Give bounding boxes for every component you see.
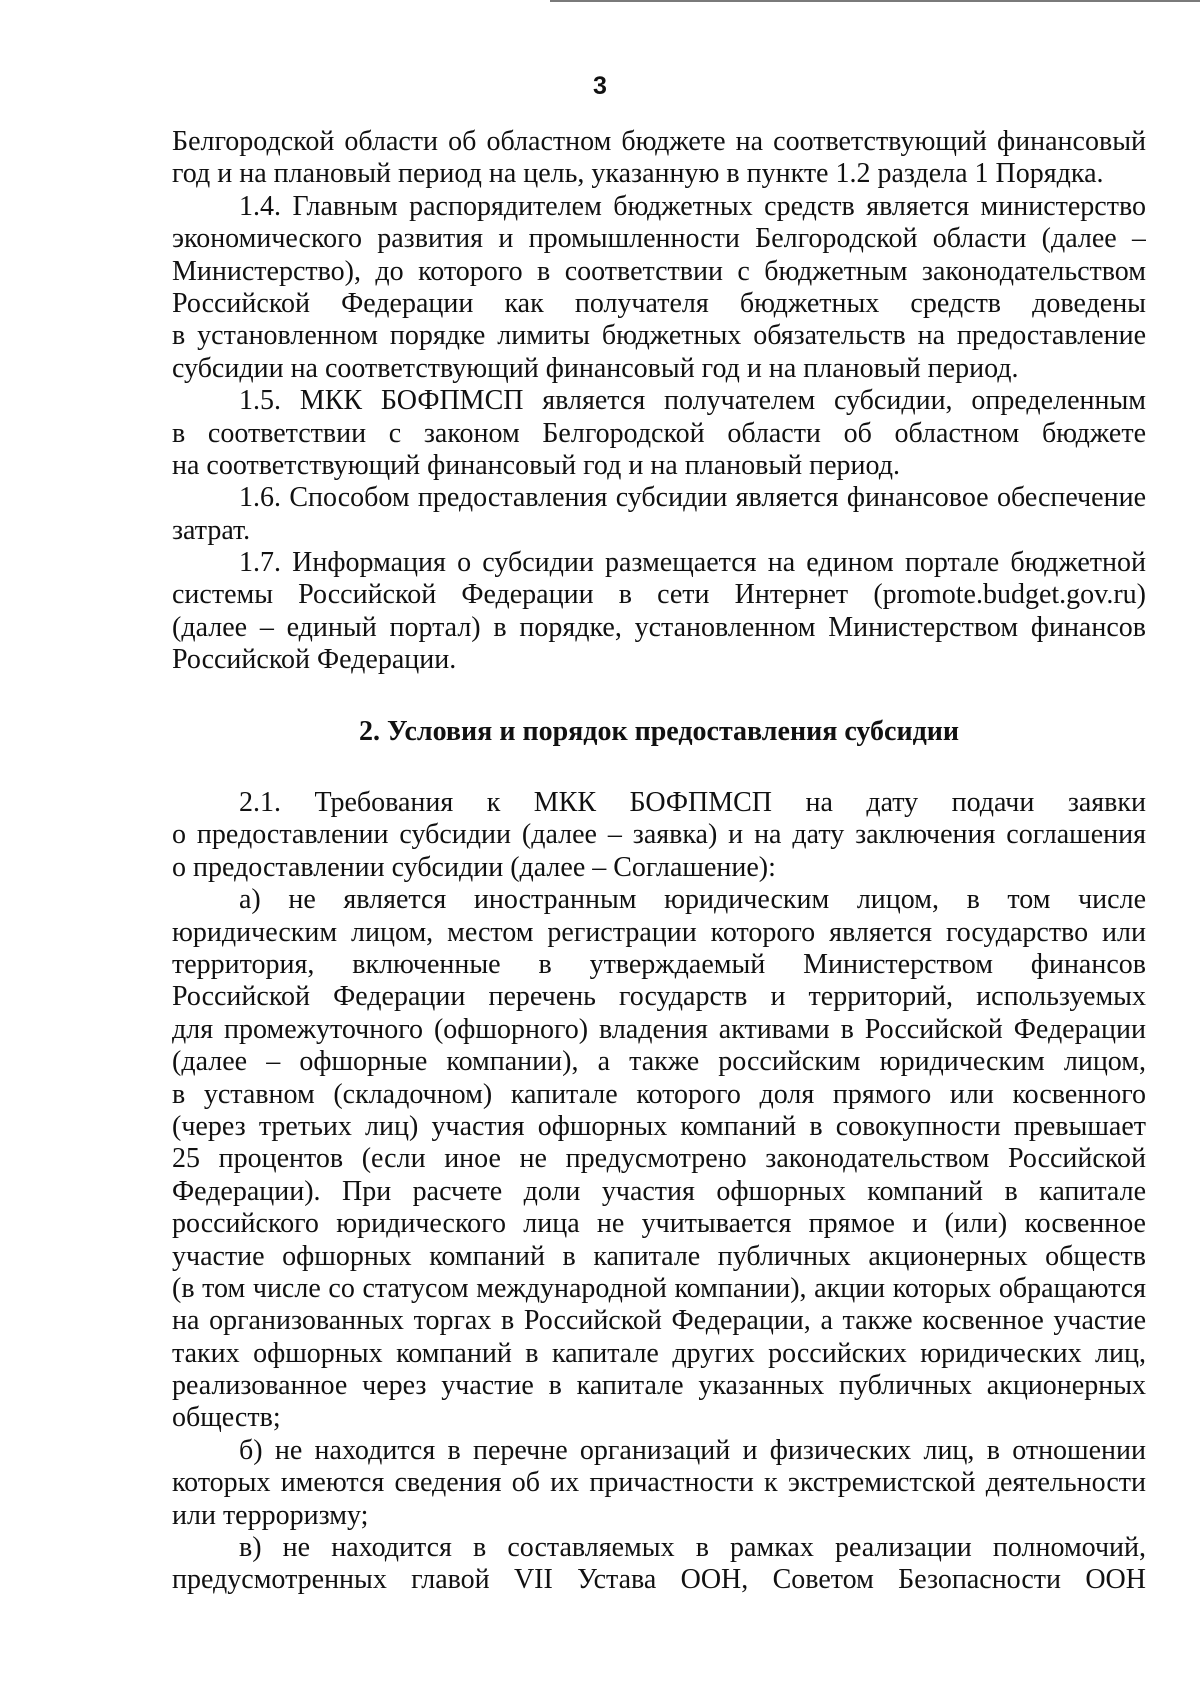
text-line: экономического развития и промышленности Белгородской области (далее – — [172, 223, 1146, 255]
document-body — [172, 126, 1146, 1597]
text-line: (далее – единый портал) в порядке, установленном Министерством финансов — [172, 611, 1146, 643]
top-edge-rule — [550, 0, 1200, 2]
section-heading: 2. Условия и порядок предоставления субсидии — [358, 715, 960, 747]
text-line: территория, включенные в утверждаемый Министерством финансов — [172, 948, 1146, 980]
text-line: (далее – офшорные компании), а также российским юридическим лицом, — [172, 1046, 1146, 1078]
spacer-after-heading — [172, 748, 1146, 787]
text-line: Федерации). При расчете доли участия офшорных компаний в капитале — [172, 1175, 1146, 1207]
text-line: Российской Федерации перечень государств и территорий, используемых — [172, 981, 1146, 1013]
text-line: а) не является иностранным юридическим лицом, в том числе — [239, 884, 1146, 916]
text-line: реализованное через участие в капитале указанных публичных акционерных — [172, 1370, 1146, 1402]
text-line: Российской Федерации. — [172, 644, 457, 676]
text-line: о предоставлении субсидии (далее – заявка) и на дату заключения соглашения — [172, 819, 1146, 851]
text-line: российского юридического лица не учитывается прямое и (или) косвенное — [172, 1208, 1146, 1240]
text-line: на соответствующий финансовый год и на плановый период. — [172, 449, 900, 481]
text-line: в уставном (складочном) капитале которого доля прямого или косвенного — [172, 1078, 1146, 1110]
text-line: юридическим лицом, местом регистрации которого является государство или — [172, 916, 1146, 948]
text-line: предусмотренных главой VII Устава ООН, Советом Безопасности ООН — [172, 1564, 1146, 1596]
text-line: в соответствии с законом Белгородской области об областном бюджете — [172, 417, 1146, 449]
text-line: год и на плановый период на цель, указанную в пункте 1.2 раздела 1 Порядка. — [172, 158, 1104, 190]
text-line: участие офшорных компаний в капитале публичных акционерных обществ — [172, 1240, 1146, 1272]
text-line: в установленном порядке лимиты бюджетных обязательств на предоставление — [172, 320, 1146, 352]
text-line: Министерство), до которого в соответствии с бюджетным законодательством — [172, 255, 1146, 287]
text-line: субсидии на соответствующий финансовый год и на плановый период. — [172, 352, 1019, 384]
text-line: 25 процентов (если иное не предусмотрено законодательством Российской — [172, 1143, 1146, 1175]
text-line: на организованных торгах в Российской Федерации, а также косвенное участие — [172, 1305, 1146, 1337]
text-line: 1.4. Главным распорядителем бюджетных средств является министерство — [239, 190, 1146, 222]
text-line: в) не находится в составляемых в рамках реализации полномочий, — [239, 1532, 1146, 1564]
text-line: (в том числе со статусом международной компании), акции которых обращаются — [172, 1272, 1146, 1304]
section-2-body — [172, 787, 1146, 1597]
text-line: которых имеются сведения об их причастности к экстремистской деятельности — [172, 1467, 1146, 1499]
text-line: Российской Федерации как получателя бюджетных средств доведены — [172, 287, 1146, 319]
text-line: 1.7. Информация о субсидии размещается на едином портале бюджетной — [239, 547, 1146, 579]
text-line: 1.5. МКК БОФПМСП является получателем субсидии, определенным — [239, 385, 1146, 417]
spacer-before-heading — [172, 677, 1146, 716]
text-line: или терроризму; — [172, 1499, 369, 1531]
text-line: 2.1. Требования к МКК БОФПМСП на дату подачи заявки — [239, 787, 1146, 819]
page-number: 3 — [593, 72, 607, 100]
text-line: (через третьих лиц) участия офшорных компаний в совокупности превышает — [172, 1110, 1146, 1142]
text-line: для промежуточного (офшорного) владения активами в Российской Федерации — [172, 1013, 1146, 1045]
text-line: 1.6. Способом предоставления субсидии является финансовое обеспечение — [239, 482, 1146, 514]
text-line: Белгородской области об областном бюджете на соответствующий финансовый — [172, 126, 1146, 157]
text-line: б) не находится в перечне организаций и физических лиц, в отношении — [239, 1434, 1146, 1466]
text-line: затрат. — [172, 514, 251, 546]
text-line: обществ; — [172, 1402, 281, 1434]
text-line: системы Российской Федерации в сети Интернет (promote.budget.gov.ru) — [172, 579, 1146, 611]
text-line: таких офшорных компаний в капитале других российских юридических лиц, — [172, 1337, 1146, 1369]
text-line: о предоставлении субсидии (далее – Соглашение): — [172, 851, 776, 883]
section-1-continuation — [172, 126, 1146, 677]
